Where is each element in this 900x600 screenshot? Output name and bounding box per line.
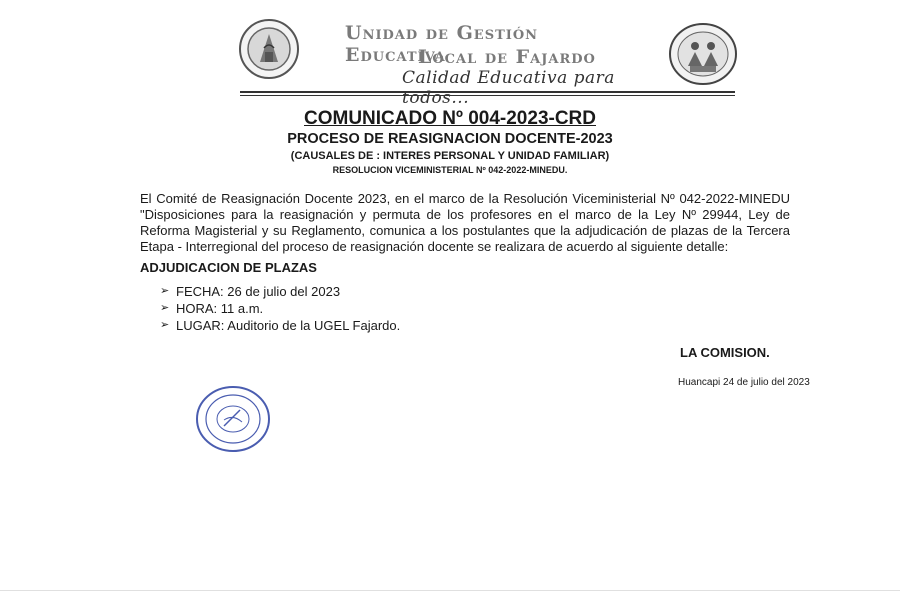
- list-item-text: LUGAR: Auditorio de la UGEL Fajardo.: [176, 318, 401, 333]
- ugel-seal-icon: [238, 18, 300, 80]
- place-date: Huancapi 24 de julio del 2023: [678, 377, 810, 388]
- list-item-text: HORA: 11 a.m.: [176, 301, 264, 316]
- list-item-text: FECHA: 26 de julio del 2023: [176, 284, 341, 299]
- page-edge: [0, 590, 900, 591]
- arrow-bullet-icon: ➢: [160, 302, 170, 314]
- document-title: COMUNICADO Nº 004-2023-CRD: [304, 108, 596, 129]
- document-resolution: RESOLUCION VICEMINISTERIAL Nº 042-2022-MINEDU.: [332, 165, 568, 175]
- details-list: [160, 283, 400, 334]
- signature: LA COMISION.: [680, 345, 770, 360]
- org-motto: Calidad Educativa para todos...: [402, 68, 615, 108]
- document-subtitle: PROCESO DE REASIGNACION DOCENTE-2023: [287, 131, 613, 147]
- arrow-bullet-icon: ➢: [160, 319, 170, 331]
- header-divider-thin: [240, 95, 735, 96]
- education-emblem-icon: [668, 22, 738, 86]
- arrow-bullet-icon: ➢: [160, 285, 170, 297]
- list-item: [160, 317, 400, 334]
- org-name-line1: Unidad de Gestión Educativa: [345, 22, 539, 66]
- list-item: [160, 283, 400, 300]
- body-paragraph: El Comité de Reasignación Docente 2023, en el marco de la Resolución Viceministerial Nº 042-2022-MINEDU "Disposiciones para la reasignación y permuta de los profesores en el marco de la Ley Nº 29944, Ley de Reforma Magisterial y su Reglamento, comunica a los postulantes que la adjudicación de plazas de la Tercera Etapa - Interregional del proceso de reasignación docente se realizara de acuerdo al siguiente detalle:: [140, 191, 790, 254]
- org-name-line2: Local de Fajardo: [418, 46, 596, 68]
- official-stamp-icon: [194, 384, 272, 454]
- header-divider: [240, 91, 735, 93]
- section-title: ADJUDICACION DE PLAZAS: [140, 260, 317, 275]
- document-causales: (CAUSALES DE : INTERES PERSONAL Y UNIDAD FAMILIAR): [290, 150, 610, 162]
- list-item: [160, 300, 400, 317]
